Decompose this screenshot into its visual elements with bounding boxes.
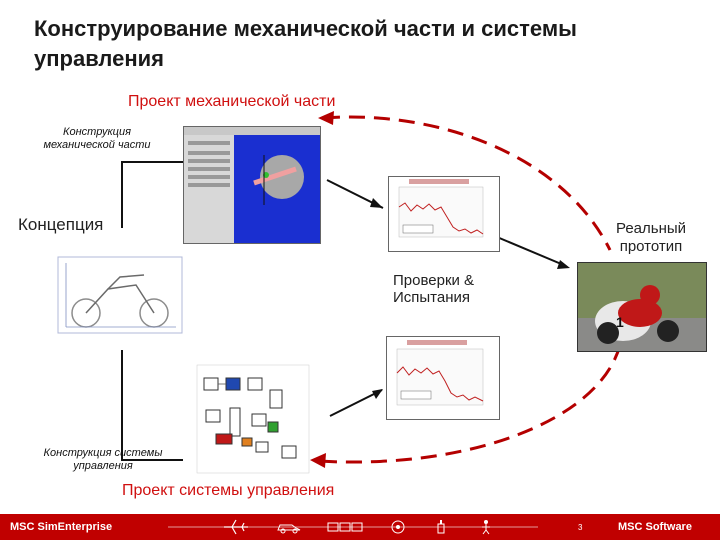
dashed-arc-lower-head: [310, 453, 326, 468]
test-plot-upper: [388, 176, 500, 252]
mech-project-label: Проект механической части: [128, 93, 336, 110]
arrow-upper-head: [370, 198, 383, 208]
control-design-label: Конструкция системы управления: [43, 447, 163, 472]
figure-icon: [482, 520, 490, 534]
svg-text:1: 1: [616, 314, 624, 330]
test-plot-lower: [386, 336, 500, 420]
footer-right-brand: MSC Software: [618, 521, 692, 533]
arrow-proto-head: [557, 260, 570, 269]
footer-icons: [168, 517, 538, 537]
dashed-arc-upper-head: [318, 111, 334, 125]
tests-label: Проверки & Испытания: [393, 272, 475, 306]
concept-label: Концепция: [18, 215, 104, 234]
bracket-lower-line: [122, 350, 183, 460]
control-block-diagram: [196, 364, 310, 474]
prototype-photo: [577, 262, 707, 352]
bracket-upper-line: [122, 162, 183, 228]
footer-bar: [0, 514, 720, 540]
mech-sim-screenshot: [183, 126, 321, 244]
slide-title: Конструирование механической части и системы управления: [34, 16, 577, 71]
airplane-icon: [224, 520, 248, 534]
car-icon: [278, 525, 300, 533]
arrow-lower-head: [372, 389, 383, 399]
concept-sketch: [56, 255, 184, 335]
footer-left-brand: MSC SimEnterprise: [10, 521, 113, 533]
real-prototype-label: Реальный прототип: [615, 220, 687, 255]
page-number: 3: [578, 523, 583, 532]
control-project-label: Проект системы управления: [122, 482, 335, 499]
arrow-proto-line: [497, 237, 566, 266]
mech-design-label: Конструкция механической части: [43, 126, 151, 151]
